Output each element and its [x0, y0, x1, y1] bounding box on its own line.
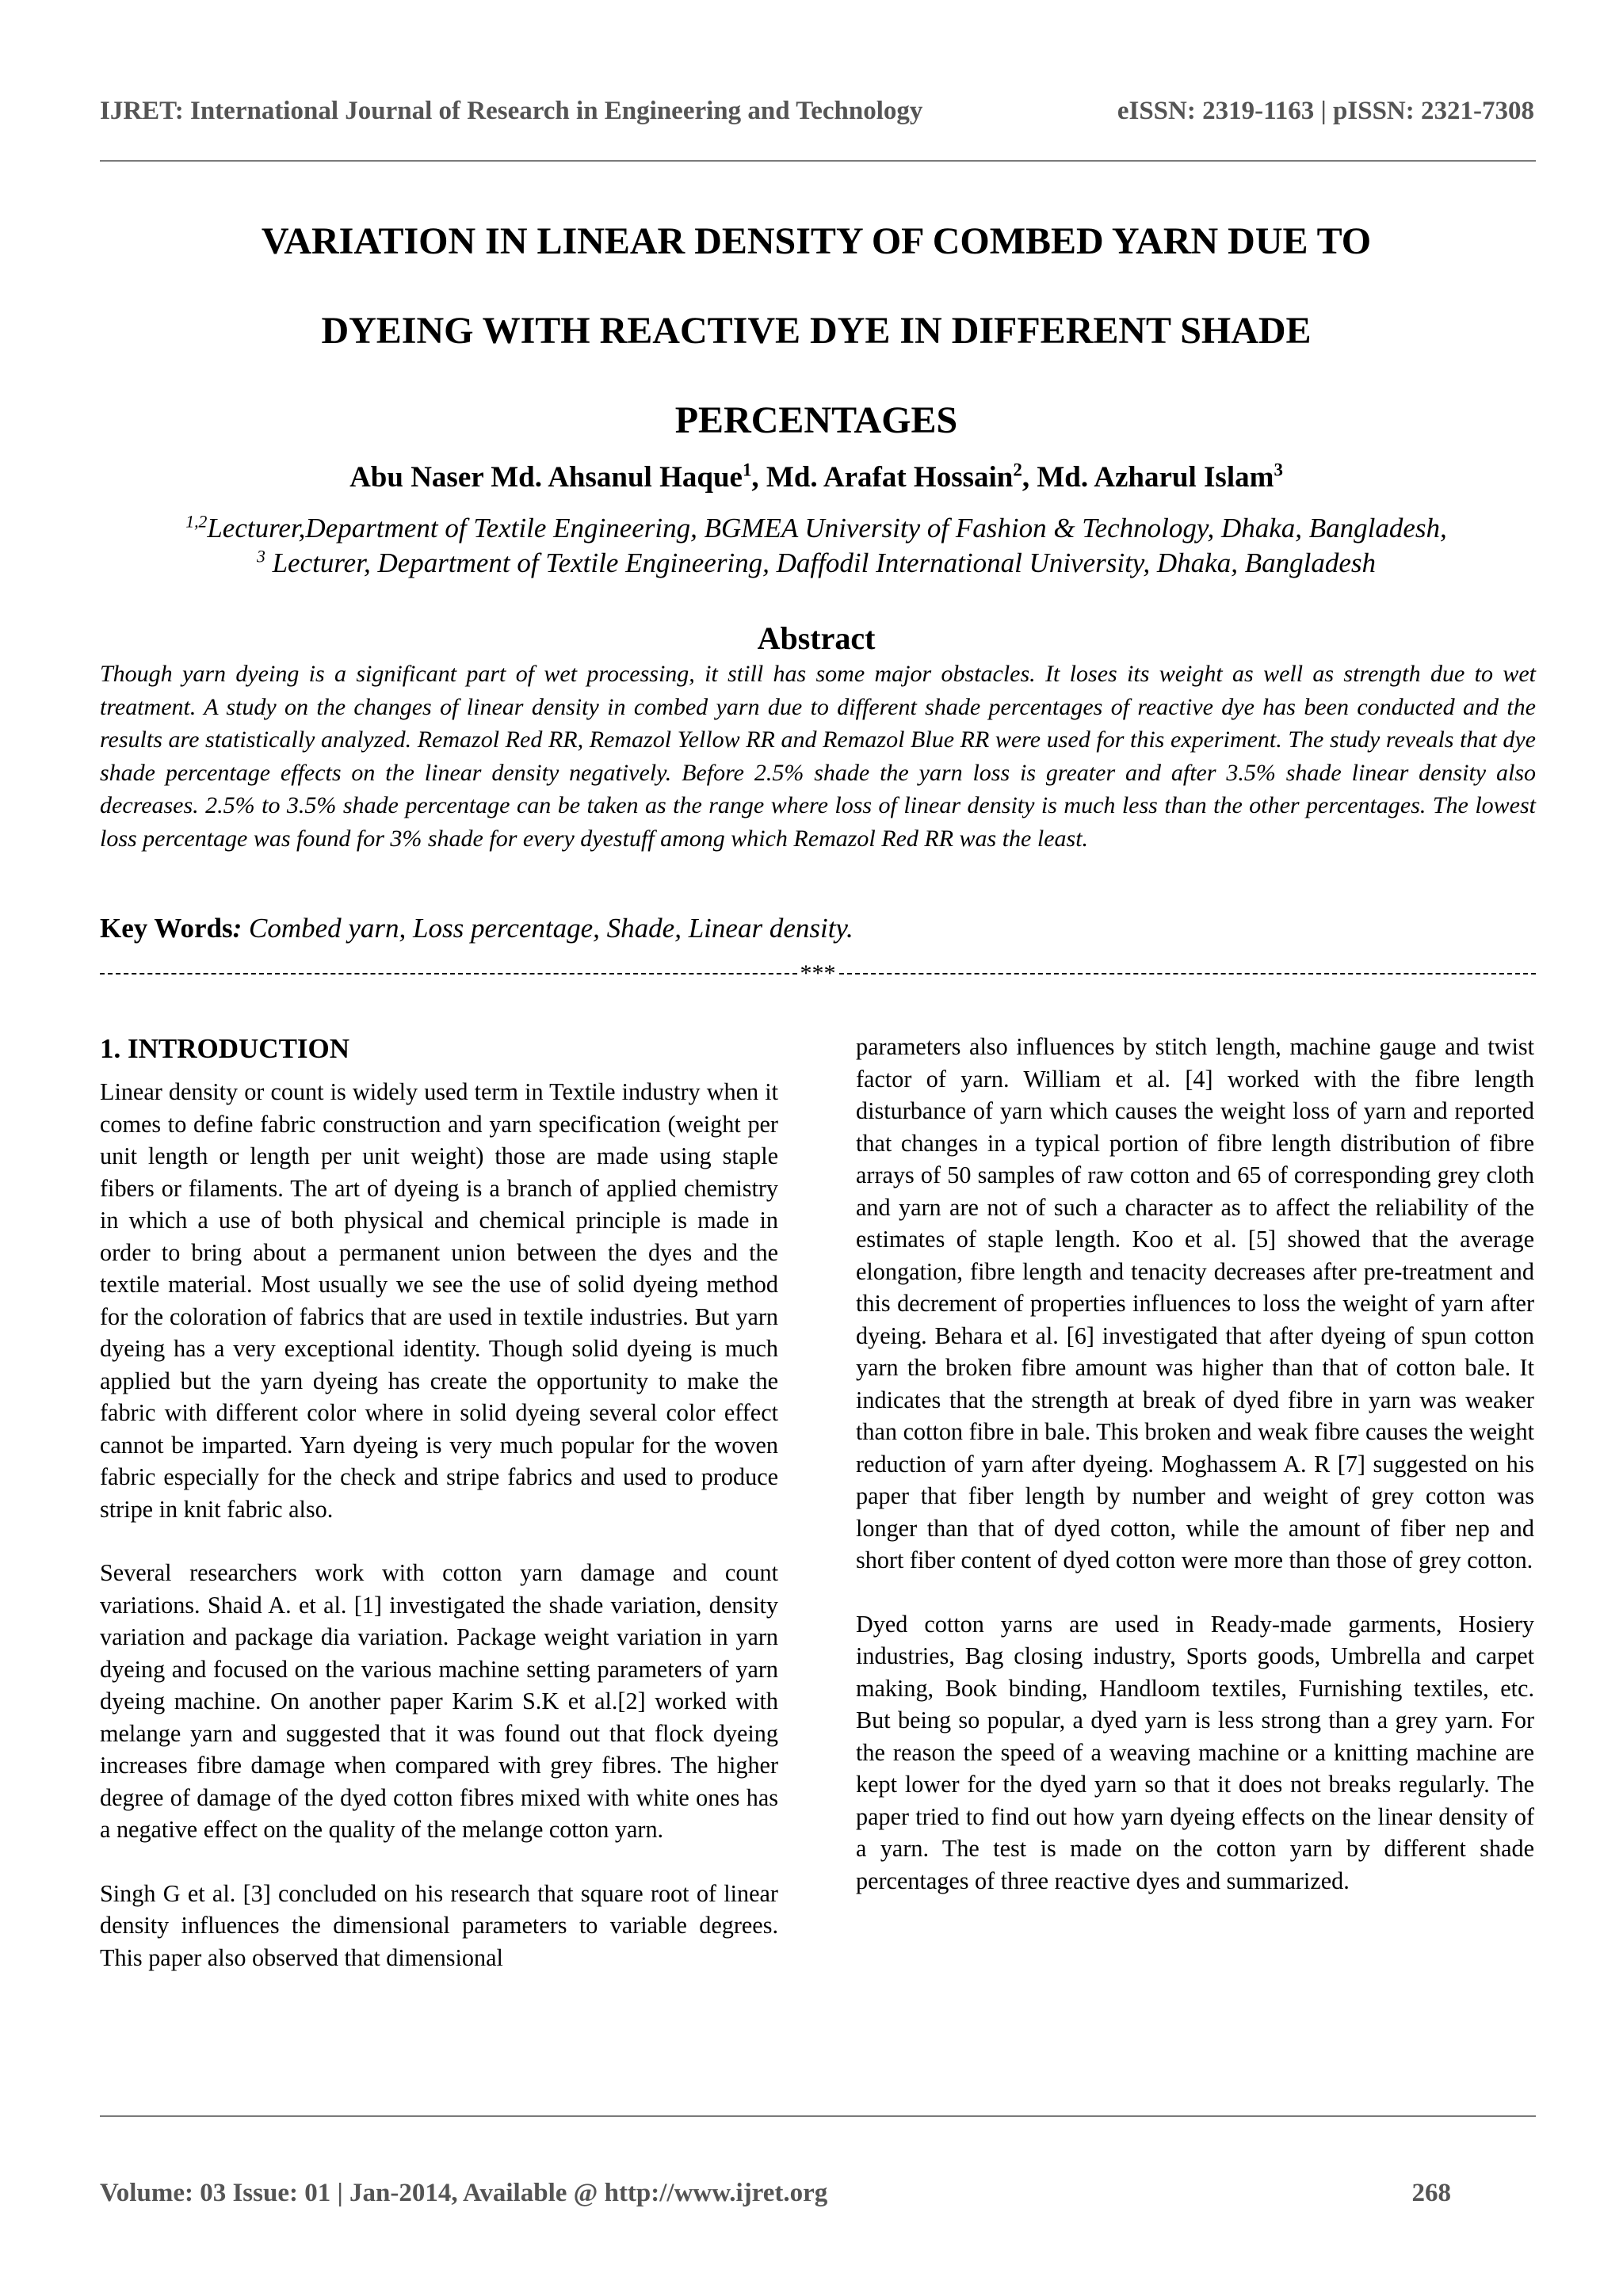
abstract-text: Though yarn dyeing is a significant part of wet processing, it still has some major obstacles. It loses its weight as well as strength due to wet treatment. A study on the changes of linear density in combed yarn due to different shade percentages of reactive dye has been conducted and the results are statistically analyzed. Remazol Red RR, Remazol Yellow RR and Remazol Blue RR were used for this experiment. The study reveals that dye shade percentage effects on the linear density negatively. Before 2.5% shade the yarn loss is greater and after 3.5% shade linear density also decreases. 2.5% to 3.5% shade percentage can be taken as the range where loss of linear density is much less than the other percentages. The lowest loss percentage was found for 3% shade for every dyestuff among which Remazol Red RR was the least.	[100, 661, 1536, 852]
affiliation-mark: 3	[257, 547, 265, 566]
separator-dashes	[839, 973, 1537, 974]
footer-divider	[100, 2115, 1536, 2117]
body-paragraph: parameters also influences by stitch length, machine gauge and twist factor of yarn. William et al. [4] worked with the fibre length disturbance of yarn which causes the weight loss of yarn and reported that changes in a typical portion of fibre length distribution of fibre arrays of 50 samples of raw cotton and 65 of corresponding grey cloth and yarn are not of such a character as to affect the reliability of the estimates of staple length. Koo et al. [5] showed that the average elongation, fibre length and tenacity decreases after pre-treatment and this decrement of properties influences to loss the weight of yarn after dyeing. Behara et al. [6] investigated that after dyeing of spun cotton yarn the broken fibre amount was higher than that of cotton bale. It indicates that the strength at break of dyed fibre in yarn was weaker than cotton fibre in bale. This broken and weak fibre causes the weight reduction of yarn after dyeing. Moghassem A. R [7] suggested on his paper that fiber length by number and weight of grey cotton was longer than that of dyed cotton, while the amount of fiber nep and short fiber content of dyed cotton were more than those of grey cotton.	[856, 1033, 1534, 1573]
section-heading: 1. INTRODUCTION	[100, 1033, 350, 1064]
author-name: Md. Azharul Islam	[1037, 461, 1274, 494]
separator-dashes	[100, 973, 797, 974]
keywords: Key Words: Combed yarn, Loss percentage, Shade, Linear density.	[100, 913, 854, 944]
header-divider	[100, 160, 1536, 162]
separator-stars: ***	[800, 960, 836, 986]
title-line: PERCENTAGES	[674, 399, 958, 441]
issn-info: eISSN: 2319-1163 | pISSN: 2321-7308	[1117, 97, 1534, 125]
author-affiliation-mark: 1	[742, 460, 752, 480]
title-line: DYEING WITH REACTIVE DYE IN DIFFERENT SHADE	[321, 310, 1312, 352]
body-paragraph: Dyed cotton yarns are used in Ready-made garments, Hosiery industries, Bag closing industry, Sports goods, Umbrella and carpet making, Book binding, Handloom textiles, Furnishing textiles, etc. But being so popular, a dyed yarn is less strong than a grey yarn. For the reason the speed of a weaving machine or a knitting machine are kept lower for the dyed yarn so that it does not breaks regularly. The paper tried to find out how yarn dyeing effects on the linear density of a yarn. The test is made on the cotton yarn by different shade percentages of three reactive dyes and summarized.	[856, 1610, 1534, 1894]
volume-info: Volume: 03 Issue: 01 | Jan-2014, Available @ http://www.ijret.org	[100, 2179, 828, 2207]
affiliation-mark: 1,2	[185, 512, 208, 532]
author-affiliation-mark: 2	[1013, 460, 1022, 480]
running-footer	[100, 2179, 1451, 2208]
section-separator	[100, 958, 1536, 990]
keywords-label: Key Words	[100, 913, 233, 944]
right-column	[856, 1031, 1534, 1928]
left-column	[100, 1030, 778, 2005]
running-header	[100, 97, 1534, 126]
author-list: Abu Naser Md. Ahsanul Haque$^1$, Md. Arafat Hossain$^2$, Md. Azharul Islam$^3$	[349, 460, 1283, 494]
body-paragraph: Linear density or count is widely used term in Textile industry when it comes to define fabric construction and yarn specification (weight per unit length or length per unit weight) those are made using staple fibers or filaments. The art of dyeing is a branch of applied chemistry in which a use of both physical and chemical principle is made in order to bring about a permanent union between the dyes and the textile material. Most usually we see the use of solid dyeing method for the coloration of fabrics that are used in textile industries. But yarn dyeing has a very exceptional identity. Though solid dyeing is much applied but the yarn dyeing has create the opportunity to make the fabric with different color where in solid dyeing several color effect cannot be imparted. Yarn dyeing is very much popular for the woven fabric especially for the check and stripe fabrics and used to produce stripe in knit fabric also.	[100, 1078, 778, 1523]
keywords-text: Combed yarn, Loss percentage, Shade, Linear density.	[242, 913, 854, 944]
author-affiliation-mark: 3	[1274, 460, 1283, 480]
abstract-heading: Abstract	[757, 620, 876, 656]
paper-title	[95, 196, 1537, 465]
author-name: Md. Arafat Hossain	[766, 461, 1014, 494]
title-line: VARIATION IN LINEAR DENSITY OF COMBED YARN DUE TO	[261, 220, 1372, 262]
journal-name: IJRET: International Journal of Research in Engineering and Technology	[100, 97, 923, 125]
body-paragraph: Several researchers work with cotton yarn damage and count variations. Shaid A. et al. [1] investigated the shade variation, density variation and package dia variation. Package weight variation in yarn dyeing and focused on the various machine setting parameters of yarn dyeing machine. On another paper Karim S.K et al.[2] worked with melange yarn and suggested that it was found out that flock dyeing increases fibre damage when compared with grey fibres. The higher degree of damage of the dyed cotton fibres mixed with white ones has a negative effect on the quality of the melange cotton yarn.	[100, 1559, 778, 1843]
page-number: 268	[1411, 2179, 1451, 2207]
affiliation-line: $^{1,2}$Lecturer,Department of Textile Engineering, BGMEA University of Fashion & Technology, Dhaka, Bangladesh,	[185, 512, 1447, 543]
body-paragraph: Singh G et al. [3] concluded on his research that square root of linear density influences the dimensional parameters to variable degrees. This paper also observed that dimensional	[100, 1879, 778, 1971]
author-name: Abu Naser Md. Ahsanul Haque	[349, 461, 743, 494]
affiliation-line: $^3$ Lecturer, Department of Textile Engineering, Daffodil International University, Dhaka, Bangladesh	[257, 547, 1376, 578]
affiliations	[95, 511, 1537, 581]
